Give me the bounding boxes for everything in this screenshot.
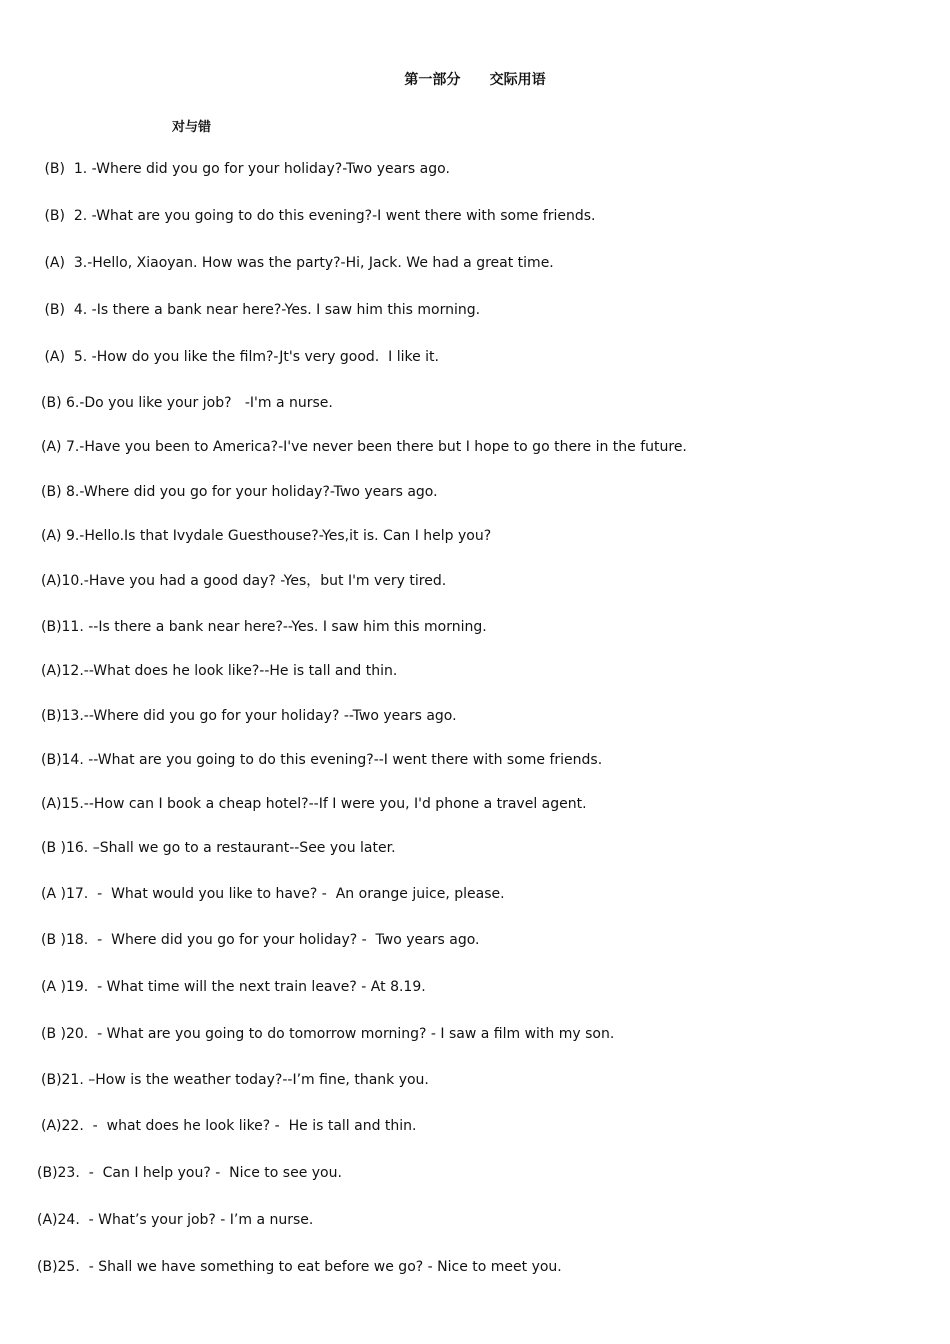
question-line: (B )16. –Shall we go to a restaurant--See you later. [41,840,396,856]
question-line: (A)15.--How can I book a cheap hotel?--If I were you, I'd phone a travel agent. [41,796,587,812]
question-line: (A)12.--What does he look like?--He is tall and thin. [41,663,398,679]
question-line: (A)10.-Have you had a good day? -Yes，but I'm very tired. [41,573,447,589]
question-line: (B)11. --Is there a bank near here?--Yes. I saw him this morning. [41,619,487,635]
question-line: (A) 9.-Hello.Is that Ivydale Guesthouse?-Yes,it is. Can I help you? [41,528,492,544]
question-line: (A) 5. -How do you like the film?-Jt's very good. I like it. [40,349,439,365]
question-line: (B) 1. -Where did you go for your holiday?-Two years ago. [40,161,450,177]
page-title: 第一部分 交际用语 [404,72,546,88]
question-line: (A)24. - What’s your job? - I’m a nurse. [37,1212,314,1228]
question-line: (B) 8.-Where did you go for your holiday?-Two years ago. [41,484,438,500]
question-line: (A) 7.-Have you been to America?-I've never been there but I hope to go there in the future. [41,439,687,455]
question-line: (A)22. - what does he look like? - He is tall and thin. [41,1118,417,1134]
question-line: (A) 3.-Hello, Xiaoyan. How was the party?-Hi, Jack. We had a great time. [40,255,554,271]
question-line: (B) 2. -What are you going to do this evening?-I went there with some friends. [40,208,596,224]
section-subtitle: 对与错 [172,120,212,135]
question-line: (B)23. - Can I help you? - Nice to see you. [37,1165,342,1181]
question-line: (B) 4. -Is there a bank near here?-Yes. I saw him this morning. [40,302,481,318]
question-line: (B) 6.-Do you like your job? -I'm a nurse. [41,395,333,411]
question-line: (B )18. - Where did you go for your holiday? - Two years ago. [41,932,480,948]
question-line: (B)14. --What are you going to do this evening?--I went there with some friends. [41,752,603,768]
question-line: (B)21. –How is the weather today?--I’m fine, thank you. [41,1072,429,1088]
question-line: (B)25. - Shall we have something to eat before we go? - Nice to meet you. [37,1259,562,1275]
question-line: (A )17. - What would you like to have? - An orange juice, please. [41,886,505,902]
question-line: (A )19. - What time will the next train leave? - At 8.19. [41,979,426,995]
question-line: (B)13.--Where did you go for your holiday? --Two years ago. [41,708,457,724]
question-line: (B )20. - What are you going to do tomorrow morning? - I saw a film with my son. [41,1026,615,1042]
